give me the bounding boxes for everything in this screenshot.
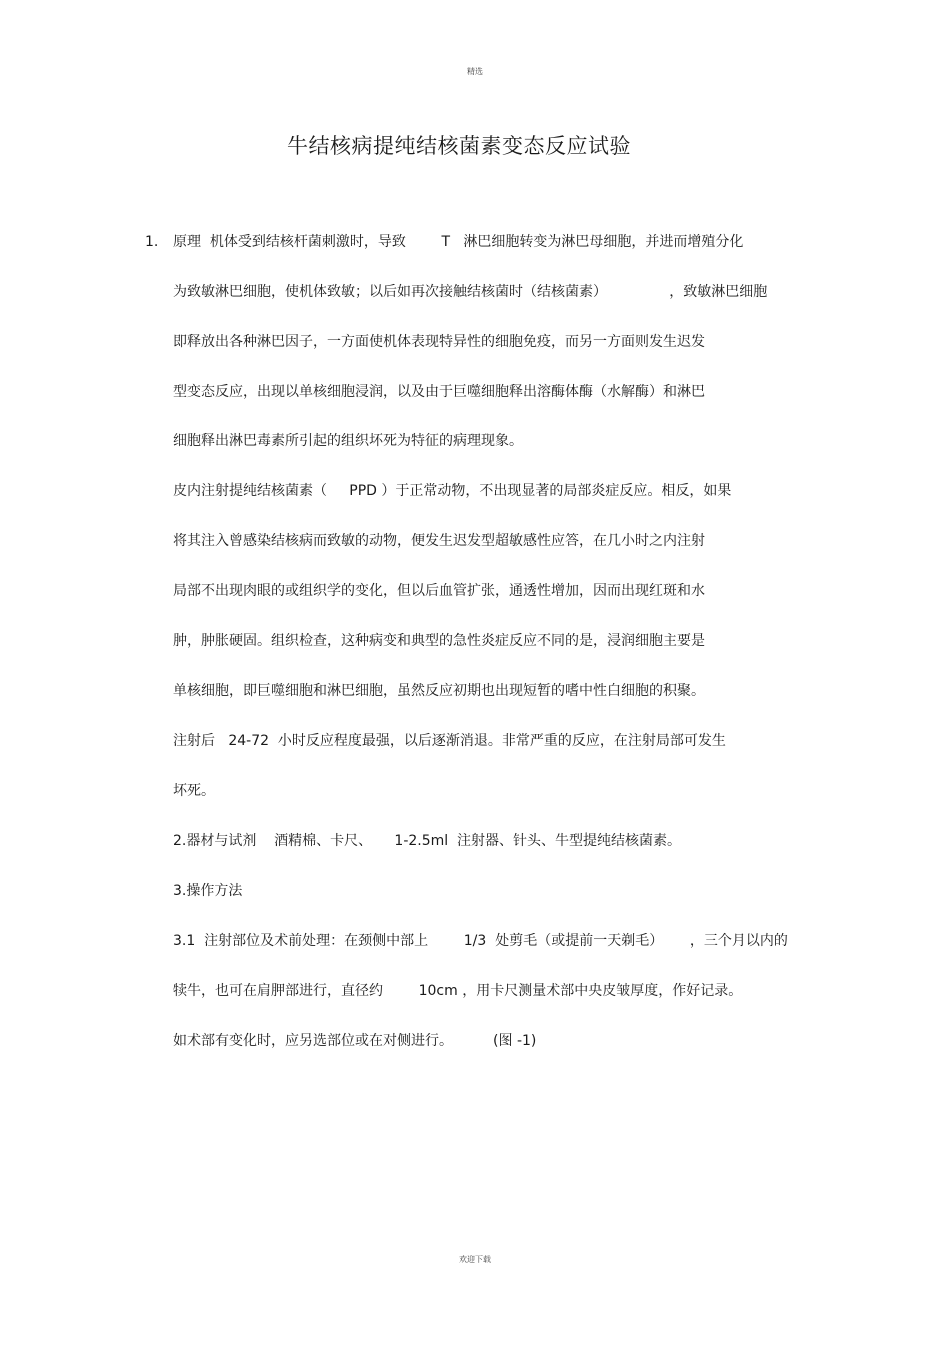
- section-1-line-2: 为致敏淋巴细胞，使机体致敏；以后如再次接触结核菌时（结核菌素） ，致敏淋巴细胞: [173, 284, 768, 300]
- section-3-line-2: 犊牛，也可在肩胛部进行，直径约 10cm ，用卡尺测量术部中央皮皱厚度，作好记录。: [173, 983, 743, 999]
- section-3-line-3: 如术部有变化时，应另选部位或在对侧进行。 (图 -1): [173, 1033, 537, 1049]
- section-1-line-12: 坏死。: [173, 783, 215, 799]
- header-mark: 精选: [467, 67, 483, 76]
- section-1-line-11: 注射后 24-72 小时反应程度最强，以后逐渐消退。非常严重的反应，在注射局部可发生: [173, 733, 726, 749]
- section-1-line-10: 单核细胞，即巨噬细胞和淋巴细胞，虽然反应初期也出现短暂的嗜中性白细胞的积聚。: [173, 683, 705, 699]
- document-title: 牛结核病提纯结核菌素变态反应试验: [287, 134, 631, 158]
- section-1-line-7: 将其注入曾感染结核病而致敏的动物，便发生迟发型超敏感性应答，在几小时之内注射: [173, 533, 705, 549]
- section-1-line-1: 原理 机体受到结核杆菌刺激时，导致 T 淋巴细胞转变为淋巴母细胞，并进而增殖分化: [173, 234, 744, 250]
- section-1-line-9: 肿，肿胀硬固。组织检查，这种病变和典型的急性炎症反应不同的是，浸润细胞主要是: [173, 633, 705, 649]
- section-1-number: 1.: [145, 234, 159, 250]
- section-1-line-4: 型变态反应，出现以单核细胞浸润，以及由于巨噬细胞释出溶酶体酶（水解酶）和淋巴: [173, 384, 705, 400]
- footer-mark: 欢迎下载: [459, 1255, 491, 1264]
- section-1-line-8: 局部不出现肉眼的或组织学的变化，但以后血管扩张，通透性增加，因而出现红斑和水: [173, 583, 705, 599]
- section-2-line: 2.器材与试剂 酒精棉、卡尺、 1-2.5ml 注射器、针头、牛型提纯结核菌素。: [173, 833, 682, 849]
- section-1-line-5: 细胞释出淋巴毒素所引起的组织坏死为特征的病理现象。: [173, 433, 523, 449]
- section-3-line-1: 3.1 注射部位及术前处理：在颈侧中部上 1/3 处剪毛（或提前一天剃毛） ，三个月以内的: [173, 933, 788, 949]
- section-1-line-6: 皮内注射提纯结核菌素（ PPD ）于正常动物，不出现显著的局部炎症反应。相反，如果: [173, 483, 732, 499]
- section-1-line-3: 即释放出各种淋巴因子，一方面使机体表现特异性的细胞免疫，而另一方面则发生迟发: [173, 334, 705, 350]
- section-3-heading: 3.操作方法: [173, 883, 243, 899]
